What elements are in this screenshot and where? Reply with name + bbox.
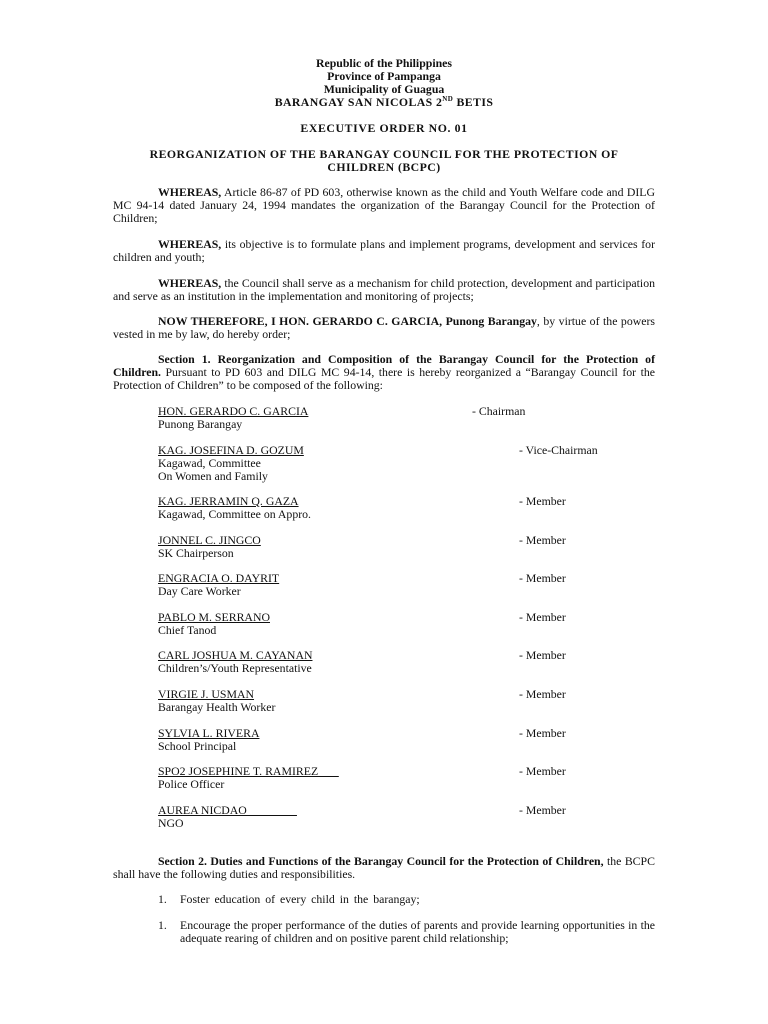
member-title: Police Officer <box>158 777 225 792</box>
member-role: - Member <box>519 803 566 817</box>
duty-number: 1. <box>158 892 167 906</box>
council-member <box>158 534 658 560</box>
member-title: SK Chairperson <box>158 546 234 561</box>
whereas-lead: WHEREAS, <box>158 276 222 290</box>
member-role: - Member <box>519 648 566 662</box>
member-title: Children’s/Youth Representative <box>158 661 312 676</box>
whereas-text: its objective is to formulate plans and implement programs, development and services for children and youth; <box>113 237 655 265</box>
member-name: ENGRACIA O. DAYRIT <box>158 571 280 585</box>
member-title: NGO <box>158 816 184 831</box>
member-title: Punong Barangay <box>158 417 243 432</box>
member-role: - Vice-Chairman <box>519 443 598 457</box>
member-name: KAG. JOSEFINA D. GOZUM <box>158 443 304 457</box>
member-title: School Principal <box>158 739 237 754</box>
whereas-text: the Council shall serve as a mechanism for child protection, development and participation and serve as an institution in the implementation and monitoring of projects; <box>113 276 655 304</box>
whereas-clause-2 <box>113 238 655 264</box>
section-2-text: the BCPC shall have the following duties and responsibilities. <box>113 854 655 882</box>
member-role: - Member <box>519 726 566 740</box>
member-name: AUREA NICDAO <box>158 803 297 817</box>
member-role: - Chairman <box>472 404 526 418</box>
section-1 <box>113 353 655 393</box>
member-role: - Member <box>519 687 566 701</box>
whereas-text: Article 86-87 of PD 603, otherwise known as the child and Youth Welfare code and DILG MC 94-14 dated January 24, 1994 mandates the organization of the Barangay Council for the Protection of Children; <box>113 185 655 226</box>
council-member <box>158 405 658 431</box>
council-member <box>158 572 658 598</box>
council-member <box>158 727 658 753</box>
whereas-clause-3 <box>113 277 655 303</box>
member-name: CARL JOSHUA M. CAYANAN <box>158 648 313 662</box>
member-name: KAG. JERRAMIN Q. GAZA <box>158 494 299 508</box>
duty-item <box>158 893 655 907</box>
section-2-heading: Section 2. Duties and Functions of the Barangay Council for the Protection of Children, <box>158 854 604 868</box>
barangay-name: BARANGAY SAN NICOLAS 2 <box>274 95 443 109</box>
council-member <box>158 611 658 637</box>
member-title: On Women and Family <box>158 469 268 484</box>
whereas-lead: WHEREAS, <box>158 185 222 199</box>
member-title: Kagawad, Committee on Appro. <box>158 507 312 522</box>
council-member <box>158 649 658 675</box>
council-member <box>158 688 658 714</box>
section-1-text: Pursuant to PD 603 and DILG MC 94-14, there is hereby reorganized a “Barangay Council for the Protection of Children” to be composed of the following: <box>113 365 655 393</box>
member-title: Day Care Worker <box>158 584 241 599</box>
member-name: SPO2 JOSEPHINE T. RAMIREZ <box>158 764 339 778</box>
member-role: - Member <box>519 494 566 508</box>
barangay-suffix: BETIS <box>453 95 494 109</box>
member-title: Barangay Health Worker <box>158 700 276 715</box>
council-member <box>158 495 658 521</box>
duty-number: 1. <box>158 918 167 932</box>
member-title: Chief Tanod <box>158 623 217 638</box>
duty-text: Foster education of every child in the barangay; <box>180 892 420 906</box>
whereas-clause-1 <box>113 186 655 226</box>
member-name: SYLVIA L. RIVERA <box>158 726 260 740</box>
whereas-lead: WHEREAS, <box>158 237 222 251</box>
council-member <box>158 765 658 791</box>
now-therefore-lead: NOW THEREFORE, I HON. GERARDO C. GARCIA, Punong Barangay <box>158 314 537 328</box>
section-1-heading: Section 1. Reorganization and Composition of the Barangay Council for the Protection of Children. <box>113 352 655 380</box>
council-member <box>158 444 658 484</box>
council-member <box>158 804 658 830</box>
header-barangay <box>0 96 768 109</box>
header-republic: Republic of the Philippines <box>315 56 452 70</box>
order-number: EXECUTIVE ORDER NO. 01 <box>300 121 468 135</box>
member-role: - Member <box>519 571 566 585</box>
duty-item <box>158 919 655 959</box>
member-role: - Member <box>519 610 566 624</box>
member-name: PABLO M. SERRANO <box>158 610 270 624</box>
section-2 <box>113 855 655 881</box>
member-role: - Member <box>519 764 566 778</box>
now-therefore-text: , by virtue of the powers vested in me by law, do hereby order; <box>113 314 655 342</box>
duty-text: Encourage the proper performance of the duties of parents and provide learning opportunities in the adequate rearing of children and on positive parent child relationship; <box>180 918 655 946</box>
member-name: HON. GERARDO C. GARCIA <box>158 404 309 418</box>
header-province: Province of Pampanga <box>327 69 441 83</box>
member-role: - Member <box>519 533 566 547</box>
order-title-line1: REORGANIZATION OF THE BARANGAY COUNCIL FOR THE PROTECTION OF <box>149 147 619 161</box>
member-name: JONNEL C. JINGCO <box>158 533 261 547</box>
member-name: VIRGIE J. USMAN <box>158 687 255 701</box>
now-therefore-clause <box>113 315 655 341</box>
header-municipality: Municipality of Guagua <box>323 82 445 96</box>
member-title: Kagawad, Committee <box>158 456 261 471</box>
barangay-ordinal: ND <box>442 95 454 103</box>
order-title-line2: CHILDREN (BCPC) <box>327 160 441 174</box>
